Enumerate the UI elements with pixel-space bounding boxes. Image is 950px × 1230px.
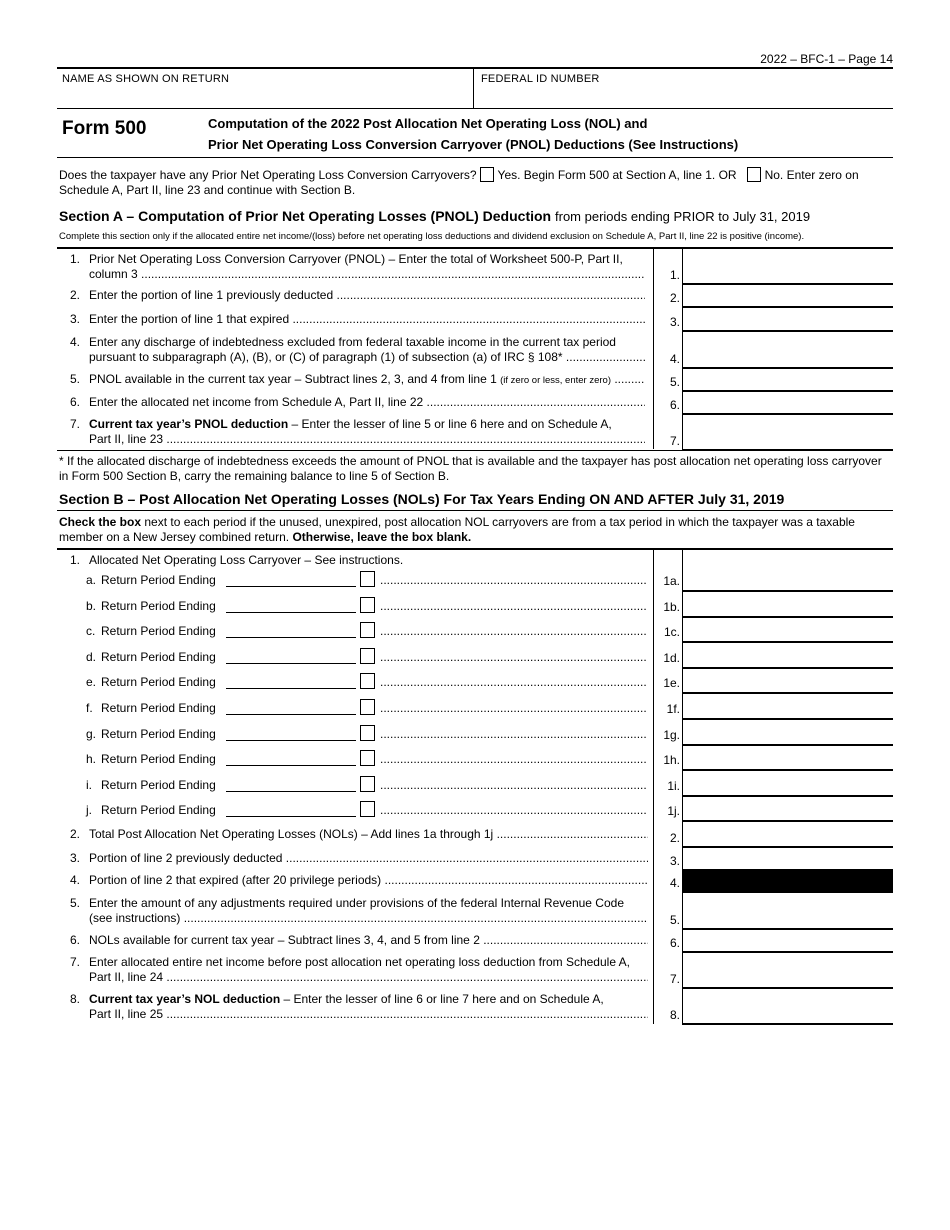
combined-return-checkbox[interactable] — [360, 750, 375, 766]
amount-field[interactable] — [682, 619, 893, 643]
return-period-date-field[interactable] — [226, 650, 356, 664]
line-label: 5. — [669, 913, 680, 927]
amount-field[interactable] — [682, 773, 893, 797]
combined-return-checkbox[interactable] — [360, 673, 375, 689]
amount-field[interactable] — [682, 594, 893, 618]
line-label: 1b. — [663, 599, 680, 614]
form-title-line1: Computation of the 2022 Post Allocation Net Operating Loss (NOL) and — [208, 116, 648, 131]
leader-dots — [380, 624, 646, 638]
line-label: 1d. — [663, 650, 680, 665]
amount-field[interactable] — [682, 332, 893, 369]
leader-dots — [380, 803, 646, 817]
return-period-date-field[interactable] — [226, 624, 356, 638]
amount-field[interactable] — [682, 824, 893, 848]
section-a-line-7: 7. Current tax year’s PNOL deduction – Enter the lesser of line 5 or line 6 here and on Schedule A, Part II, line 23 ..... — [70, 417, 645, 447]
section-b-line-3: 3. Portion of line 2 previously deducted ..... — [70, 851, 648, 866]
combined-return-checkbox[interactable] — [360, 622, 375, 638]
divider — [57, 510, 893, 511]
yes-label: Yes. Begin Form 500 at Section A, line 1. OR — [497, 168, 737, 182]
amount-field[interactable] — [682, 952, 893, 989]
line-label: 3. — [669, 315, 680, 329]
combined-return-checkbox[interactable] — [360, 776, 375, 792]
line-label: 4. — [669, 876, 680, 890]
section-b-line-4: 4. Portion of line 2 that expired (after 20 privilege periods) ..... — [70, 873, 648, 888]
return-period-date-field[interactable] — [226, 752, 356, 766]
amount-field[interactable] — [682, 989, 893, 1025]
return-period-date-field[interactable] — [226, 599, 356, 613]
line-label: 1j. — [667, 804, 680, 819]
amount-field[interactable] — [682, 848, 893, 871]
return-period-label: h. Return Period Ending — [86, 752, 216, 767]
section-b-line-2: 2. Total Post Allocation Net Operating Losses (NOLs) – Add lines 1a through 1j ..... — [70, 827, 648, 842]
line-label: 1h. — [663, 753, 680, 768]
line-label: 1f. — [666, 702, 680, 716]
section-a-note: Complete this section only if the allocated entire net income/(loss) before net operating loss deductions and dividend exclusion on Schedule A, Part II, line 22 is positive (income). — [59, 231, 805, 242]
divider — [57, 157, 893, 158]
no-checkbox[interactable] — [747, 167, 761, 182]
section-a-title: Section A – Computation of Prior Net Operating Losses (PNOL) Deduction from periods ending PRIOR to July 31, 2019 — [59, 208, 811, 224]
leader-dots — [380, 727, 646, 741]
page-identifier: 2022 – BFC-1 – Page 14 — [760, 52, 893, 66]
amount-field[interactable] — [682, 798, 893, 822]
leader-dots — [380, 675, 646, 689]
section-b-instructions: Check the box next to each period if the unused, unexpired, post allocation NOL carryovers are from a tax period in which the taxpayer was a taxable member on a New Jersey combined return. Otherwise, leave the box blank. — [59, 515, 855, 544]
section-b-line-1: 1. Allocated Net Operating Loss Carryover – See instructions. — [70, 553, 404, 567]
section-a-line-3: 3. Enter the portion of line 1 that expired ..... — [70, 312, 645, 327]
combined-return-checkbox[interactable] — [360, 597, 375, 613]
line-label: 6. — [669, 936, 680, 950]
form-title-line2: Prior Net Operating Loss Conversion Carryover (PNOL) Deductions (See Instructions) — [208, 137, 739, 152]
return-period-label: a. Return Period Ending — [86, 573, 216, 587]
line-label: 2. — [669, 831, 680, 845]
combined-return-checkbox[interactable] — [360, 571, 375, 587]
return-period-date-field[interactable] — [226, 701, 356, 715]
leader-dots — [380, 573, 646, 587]
line-label: 6. — [669, 398, 680, 412]
line-label: 7. — [669, 434, 680, 448]
amount-field[interactable] — [682, 893, 893, 930]
leader-dots — [380, 778, 646, 792]
taxpayer-header — [57, 67, 893, 109]
amount-field[interactable] — [682, 309, 893, 332]
amount-field[interactable] — [682, 249, 893, 285]
return-period-label: g. Return Period Ending — [86, 726, 216, 741]
amount-field[interactable] — [682, 414, 893, 451]
section-a-line-6: 6. Enter the allocated net income from Schedule A, Part II, line 22 ..... — [70, 395, 645, 410]
return-period-label: i. Return Period Ending — [86, 777, 216, 792]
line-label: 1g. — [663, 727, 680, 742]
line-label: 4. — [669, 352, 680, 366]
pnol-question — [59, 167, 889, 198]
line-label: 1c. — [663, 625, 680, 640]
return-period-date-field[interactable] — [226, 778, 356, 792]
combined-return-checkbox[interactable] — [360, 801, 375, 817]
form-number: Form 500 — [62, 118, 147, 139]
section-b-top-rule — [57, 548, 893, 550]
return-period-label: j. Return Period Ending — [86, 803, 216, 818]
footnote: * If the allocated discharge of indebtedness exceeds the amount of PNOL that is available and the taxpayer has post allocation net operating loss carryover in Form 500 Section B, carry the remaining balance to line 5 of Section B. — [59, 454, 882, 483]
return-period-date-field[interactable] — [226, 573, 356, 587]
return-period-date-field[interactable] — [226, 803, 356, 817]
leader-dots — [380, 650, 646, 664]
line-label: 8. — [669, 1008, 680, 1022]
name-label: NAME AS SHOWN ON RETURN — [62, 73, 230, 85]
section-a-bottom-rule — [57, 450, 893, 451]
section-a-line-2: 2. Enter the portion of line 1 previously deducted ..... — [70, 288, 645, 303]
return-period-date-field[interactable] — [226, 675, 356, 689]
line-label: 7. — [669, 972, 680, 986]
amount-field[interactable] — [682, 722, 893, 746]
return-period-label: e. Return Period Ending — [86, 675, 216, 690]
line-label: 3. — [669, 854, 680, 868]
combined-return-checkbox[interactable] — [360, 725, 375, 741]
line-label: 2. — [669, 291, 680, 305]
line-label: 1a. — [663, 574, 680, 588]
combined-return-checkbox[interactable] — [360, 648, 375, 664]
section-b-line-8: 8. Current tax year’s NOL deduction – Enter the lesser of line 6 or line 7 here and on Schedule A, Part II, line 25 ..... — [70, 992, 648, 1022]
leader-dots — [380, 701, 646, 715]
return-period-label: d. Return Period Ending — [86, 649, 216, 664]
section-b-line-5: 5. Enter the amount of any adjustments required under provisions of the federal Internal Revenue Code (see instructions) ..... — [70, 896, 648, 926]
amount-field[interactable] — [682, 696, 893, 720]
amount-field[interactable] — [682, 369, 893, 392]
yes-checkbox[interactable] — [480, 167, 494, 182]
amount-field[interactable] — [682, 285, 893, 308]
amount-field[interactable] — [682, 568, 893, 592]
amount-field[interactable] — [682, 670, 893, 694]
question-text: Does the taxpayer have any Prior Net Operating Loss Conversion Carryovers? — [59, 168, 477, 182]
section-a-line-5: 5. PNOL available in the current tax year – Subtract lines 2, 3, and 4 from line 1 (if zero or less, enter zero) ..... — [70, 372, 645, 388]
return-period-label: b. Return Period Ending — [86, 598, 216, 613]
amount-field[interactable] — [682, 645, 893, 669]
line-label: 1. — [669, 268, 680, 282]
section-b-title: Section B – Post Allocation Net Operating Losses (NOLs) For Tax Years Ending ON AND AFTER July 31, 2019 — [59, 491, 785, 507]
shaded-amount-field — [682, 870, 893, 893]
section-b-line-6: 6. NOLs available for current tax year – Subtract lines 3, 4, and 5 from line 2 ..... — [70, 933, 648, 948]
return-period-date-field[interactable] — [226, 727, 356, 741]
return-period-label: f. Return Period Ending — [86, 701, 216, 715]
no-label: No. Enter zero on Schedule A, Part II, line 23 and continue with Section B. — [59, 168, 859, 197]
amount-field[interactable] — [682, 747, 893, 771]
leader-dots — [380, 599, 646, 613]
line-label: 5. — [669, 375, 680, 389]
section-a-line-1: 1. Prior Net Operating Loss Conversion Carryover (PNOL) – Enter the total of Worksheet 500-P, Part II, column 3 ..... — [70, 252, 645, 282]
fein-label: FEDERAL ID NUMBER — [481, 73, 600, 85]
line-label: 1i. — [667, 778, 680, 793]
section-b-line-7: 7. Enter allocated entire net income before post allocation net operating loss deduction from Schedule A, Part II, line 24 ..... — [70, 955, 648, 985]
combined-return-checkbox[interactable] — [360, 699, 375, 715]
form-title — [208, 113, 738, 155]
return-period-label: c. Return Period Ending — [86, 624, 216, 639]
header-divider — [473, 69, 474, 108]
leader-dots — [380, 752, 646, 766]
section-a-line-4: 4. Enter any discharge of indebtedness excluded from federal taxable income in the current tax period pursuant to subparagraph (A), (B), or (C) of paragraph (1) of subsection (a) of IRC § 108* ..... — [70, 335, 645, 365]
amount-field[interactable] — [682, 930, 893, 953]
amount-field[interactable] — [682, 392, 893, 415]
line-label: 1e. — [663, 676, 680, 691]
